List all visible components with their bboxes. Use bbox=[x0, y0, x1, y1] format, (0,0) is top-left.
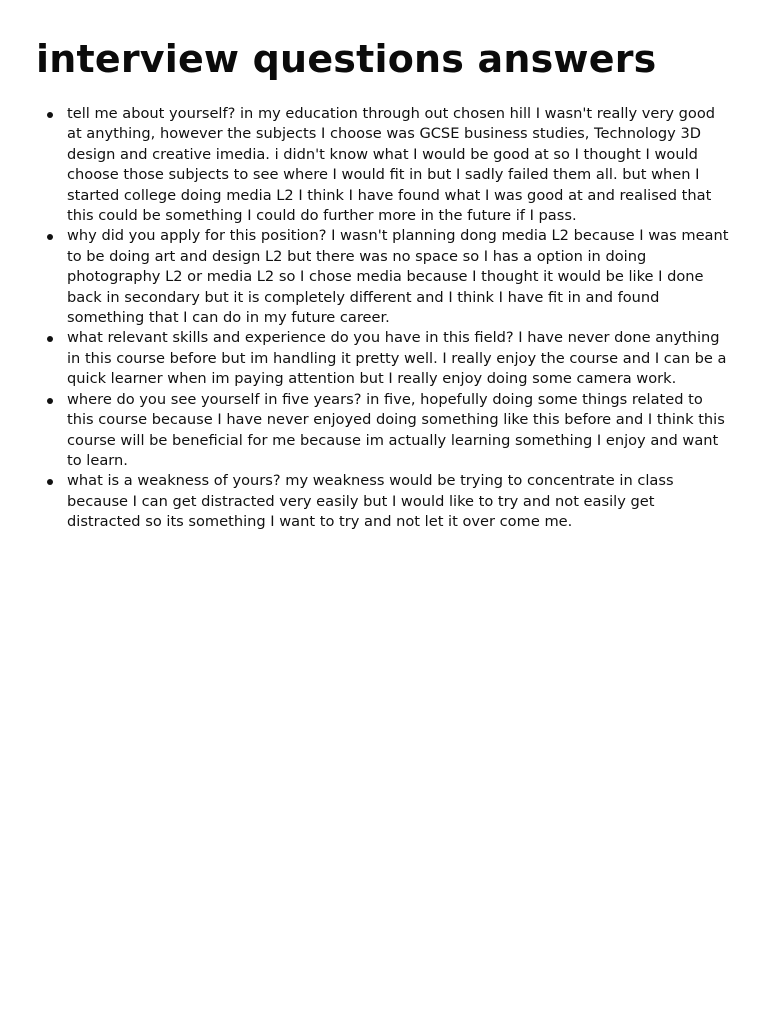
qa-list bbox=[36, 104, 732, 533]
list-item bbox=[36, 390, 732, 472]
page-title: interview questions answers bbox=[36, 37, 657, 81]
bullet-icon bbox=[47, 112, 53, 118]
list-item bbox=[36, 471, 732, 532]
bullet-icon bbox=[47, 479, 53, 485]
list-item bbox=[36, 104, 732, 226]
list-item bbox=[36, 226, 732, 328]
bullet-icon bbox=[47, 398, 53, 404]
list-item bbox=[36, 328, 732, 389]
bullet-icon bbox=[47, 336, 53, 342]
list-item-text: why did you apply for this position? I wasn't planning dong media L2 because I was meant to be doing art and design L2 but there was no space so I has a option in doing photography L2 or media L2 so I chose media because I thought it would be like I done back in secondary but it is completely different and I think I have fit in and found something that I can do in my future career. bbox=[67, 227, 729, 327]
list-item-text: where do you see yourself in five years? in five, hopefully doing some things related to this course because I have never enjoyed doing something like this before and I think this course will be beneficial for me because im actually learning something I enjoy and want to learn. bbox=[67, 390, 725, 469]
list-item-text: what is a weakness of yours? my weakness would be trying to concentrate in class because I can get distracted very easily but I would like to try and not easily get distracted so its something I want to try and not let it over come me. bbox=[67, 472, 674, 531]
list-item-text: tell me about yourself? in my education through out chosen hill I wasn't really very good at anything, however the subjects I choose was GCSE business studies, Technology 3D design and creative imedia. i didn't know what I would be good at so I thought I would choose those subjects to see where I would fit in but I sadly failed them all. but when I started college doing media L2 I think I have found what I was good at and realised that this could be something I could do further more in the future if I pass. bbox=[67, 105, 716, 225]
bullet-icon bbox=[47, 234, 53, 240]
list-item-text: what relevant skills and experience do you have in this field? I have never done anything in this course before but im handling it pretty well. I really enjoy the course and I can be a quick learner when im paying attention but I really enjoy doing some camera work. bbox=[67, 329, 727, 388]
